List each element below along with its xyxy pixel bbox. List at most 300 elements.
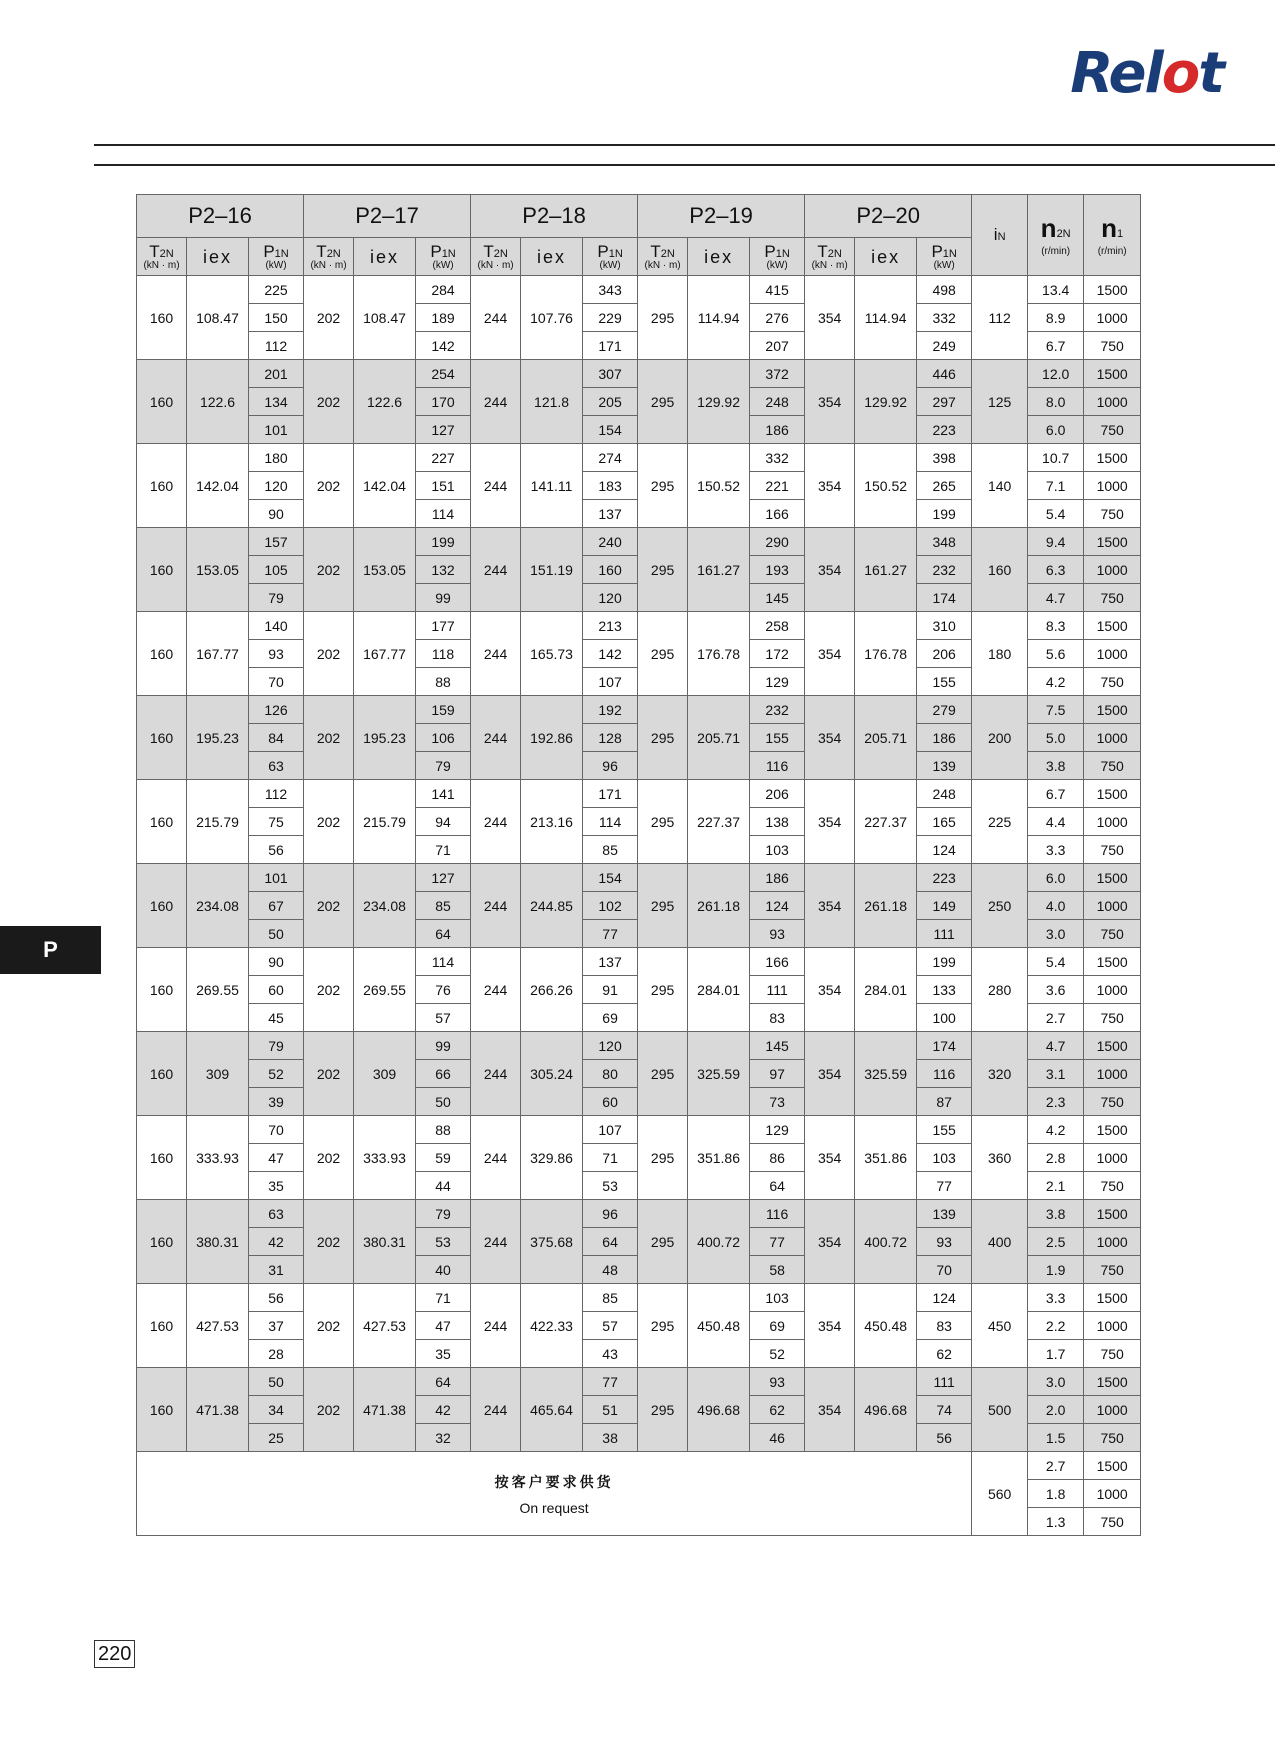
n1-cell: 750 — [1084, 836, 1141, 864]
p1n-cell: 71 — [583, 1144, 638, 1172]
t2n-cell: 160 — [137, 780, 187, 864]
n1-cell: 1000 — [1084, 640, 1141, 668]
iex-cell: 269.55 — [354, 948, 416, 1032]
p1n-cell: 66 — [416, 1060, 471, 1088]
n2n-cell: 3.3 — [1028, 1284, 1084, 1312]
t2n-cell: 354 — [805, 1284, 855, 1368]
iex-cell: 205.71 — [855, 696, 917, 780]
p1n-cell: 118 — [416, 640, 471, 668]
p1n-cell: 57 — [416, 1004, 471, 1032]
p1n-cell: 155 — [917, 1116, 972, 1144]
p1n-cell: 154 — [583, 864, 638, 892]
p1n-cell: 101 — [249, 864, 304, 892]
iex-cell: 161.27 — [688, 528, 750, 612]
n2n-cell: 2.7 — [1028, 1004, 1084, 1032]
n1-cell: 1500 — [1084, 612, 1141, 640]
iex-cell: 142.04 — [187, 444, 249, 528]
iex-cell: 114.94 — [855, 276, 917, 360]
n2n-cell: 2.7 — [1028, 1452, 1084, 1480]
t2n-cell: 354 — [805, 1116, 855, 1200]
p1n-cell: 254 — [416, 360, 471, 388]
p1n-cell: 498 — [917, 276, 972, 304]
t2n-cell: 202 — [304, 1284, 354, 1368]
in-cell: 180 — [972, 612, 1028, 696]
t2n-cell: 202 — [304, 696, 354, 780]
table-row — [137, 528, 1141, 556]
iex-cell: 325.59 — [855, 1032, 917, 1116]
table-row — [137, 1284, 1141, 1312]
p1n-cell: 332 — [750, 444, 805, 472]
t2n-cell: 295 — [638, 276, 688, 360]
p1n-cell: 91 — [583, 976, 638, 1004]
n1-cell: 1000 — [1084, 1144, 1141, 1172]
n1-cell: 1000 — [1084, 388, 1141, 416]
in-cell: 160 — [972, 528, 1028, 612]
p1n-cell: 46 — [750, 1424, 805, 1452]
n2n-header: n2N (r/min) — [1028, 195, 1084, 276]
page-number: 220 — [94, 1640, 135, 1668]
t2n-cell: 295 — [638, 780, 688, 864]
p1n-cell: 213 — [583, 612, 638, 640]
n1-cell: 1000 — [1084, 1312, 1141, 1340]
p1n-cell: 159 — [416, 696, 471, 724]
iex-cell: 107.76 — [521, 276, 583, 360]
iex-cell: 471.38 — [187, 1368, 249, 1452]
p1n-cell: 43 — [583, 1340, 638, 1368]
in-cell: 320 — [972, 1032, 1028, 1116]
p1n-cell: 111 — [917, 1368, 972, 1396]
p1n-cell: 80 — [583, 1060, 638, 1088]
t2n-cell: 202 — [304, 1368, 354, 1452]
iex-cell: 227.37 — [855, 780, 917, 864]
p1n-cell: 206 — [750, 780, 805, 808]
n2n-cell: 1.7 — [1028, 1340, 1084, 1368]
p1n-cell: 116 — [750, 1200, 805, 1228]
p1n-cell: 103 — [750, 836, 805, 864]
iex-header: iex — [354, 238, 416, 276]
iex-cell: 122.6 — [187, 360, 249, 444]
t2n-cell: 244 — [471, 276, 521, 360]
table-row — [137, 696, 1141, 724]
model-header: P2–16 — [137, 195, 304, 238]
p1n-cell: 155 — [917, 668, 972, 696]
iex-cell: 269.55 — [187, 948, 249, 1032]
p1n-cell: 199 — [416, 528, 471, 556]
t2n-cell: 295 — [638, 948, 688, 1032]
p1n-cell: 64 — [416, 920, 471, 948]
p1n-cell: 124 — [917, 1284, 972, 1312]
t2n-cell: 244 — [471, 948, 521, 1032]
t2n-cell: 160 — [137, 1032, 187, 1116]
t2n-header: T2N (kN · m) — [638, 238, 688, 276]
iex-cell: 141.11 — [521, 444, 583, 528]
p1n-cell: 142 — [583, 640, 638, 668]
p1n-cell: 39 — [249, 1088, 304, 1116]
t2n-cell: 160 — [137, 1284, 187, 1368]
table-row — [137, 1200, 1141, 1228]
p1n-cell: 87 — [917, 1088, 972, 1116]
in-cell: 360 — [972, 1116, 1028, 1200]
p1n-cell: 171 — [583, 780, 638, 808]
t2n-cell: 354 — [805, 696, 855, 780]
p1n-cell: 84 — [249, 724, 304, 752]
p1n-cell: 249 — [917, 332, 972, 360]
p1n-cell: 77 — [583, 920, 638, 948]
n1-cell: 750 — [1084, 416, 1141, 444]
p1n-cell: 94 — [416, 808, 471, 836]
iex-cell: 325.59 — [688, 1032, 750, 1116]
p1n-cell: 155 — [750, 724, 805, 752]
p1n-cell: 145 — [750, 584, 805, 612]
p1n-cell: 47 — [249, 1144, 304, 1172]
p1n-cell: 28 — [249, 1340, 304, 1368]
p1n-cell: 139 — [917, 1200, 972, 1228]
iex-cell: 351.86 — [688, 1116, 750, 1200]
p1n-cell: 124 — [917, 836, 972, 864]
p1n-cell: 85 — [583, 836, 638, 864]
n2n-cell: 3.6 — [1028, 976, 1084, 1004]
p1n-cell: 77 — [917, 1172, 972, 1200]
p1n-cell: 56 — [249, 836, 304, 864]
p1n-cell: 240 — [583, 528, 638, 556]
p1n-cell: 38 — [583, 1424, 638, 1452]
t2n-cell: 295 — [638, 360, 688, 444]
n2n-cell: 1.5 — [1028, 1424, 1084, 1452]
iex-cell: 465.64 — [521, 1368, 583, 1452]
p1n-cell: 137 — [583, 948, 638, 976]
p1n-cell: 297 — [917, 388, 972, 416]
n2n-cell: 6.3 — [1028, 556, 1084, 584]
p1n-cell: 248 — [917, 780, 972, 808]
p1n-cell: 151 — [416, 472, 471, 500]
n2n-cell: 4.7 — [1028, 1032, 1084, 1060]
t2n-cell: 160 — [137, 948, 187, 1032]
p1n-cell: 112 — [249, 780, 304, 808]
n1-cell: 1500 — [1084, 1032, 1141, 1060]
iex-cell: 150.52 — [855, 444, 917, 528]
p1n-cell: 129 — [750, 1116, 805, 1144]
p1n-cell: 140 — [249, 612, 304, 640]
p1n-cell: 25 — [249, 1424, 304, 1452]
in-cell: 500 — [972, 1368, 1028, 1452]
p1n-cell: 62 — [750, 1396, 805, 1424]
iex-cell: 305.24 — [521, 1032, 583, 1116]
p1n-cell: 103 — [917, 1144, 972, 1172]
n1-cell: 1000 — [1084, 1396, 1141, 1424]
p1n-cell: 111 — [750, 976, 805, 1004]
n1-cell: 1500 — [1084, 360, 1141, 388]
t2n-cell: 295 — [638, 1200, 688, 1284]
t2n-header: T2N (kN · m) — [805, 238, 855, 276]
n1-cell: 1000 — [1084, 724, 1141, 752]
p1n-cell: 96 — [583, 752, 638, 780]
iex-cell: 380.31 — [354, 1200, 416, 1284]
p1n-cell: 229 — [583, 304, 638, 332]
iex-cell: 205.71 — [688, 696, 750, 780]
p1n-cell: 127 — [416, 416, 471, 444]
n2n-cell: 2.2 — [1028, 1312, 1084, 1340]
table-row — [137, 1032, 1141, 1060]
iex-header: iex — [855, 238, 917, 276]
in-cell: 560 — [972, 1452, 1028, 1536]
t2n-cell: 244 — [471, 612, 521, 696]
p1n-cell: 174 — [917, 1032, 972, 1060]
p1n-cell: 225 — [249, 276, 304, 304]
t2n-cell: 244 — [471, 360, 521, 444]
t2n-header: T2N (kN · m) — [471, 238, 521, 276]
p1n-cell: 206 — [917, 640, 972, 668]
n2n-cell: 2.5 — [1028, 1228, 1084, 1256]
p1n-cell: 58 — [750, 1256, 805, 1284]
p1n-cell: 69 — [750, 1312, 805, 1340]
n2n-cell: 7.5 — [1028, 696, 1084, 724]
iex-cell: 167.77 — [187, 612, 249, 696]
p1n-cell: 170 — [416, 388, 471, 416]
p1n-cell: 60 — [583, 1088, 638, 1116]
table-row — [137, 780, 1141, 808]
n2n-cell: 1.9 — [1028, 1256, 1084, 1284]
p1n-cell: 186 — [750, 416, 805, 444]
p1n-cell: 57 — [583, 1312, 638, 1340]
n2n-cell: 3.1 — [1028, 1060, 1084, 1088]
n2n-cell: 13.4 — [1028, 276, 1084, 304]
t2n-cell: 202 — [304, 276, 354, 360]
p1n-cell: 180 — [249, 444, 304, 472]
n1-cell: 1500 — [1084, 1452, 1141, 1480]
p1n-cell: 149 — [917, 892, 972, 920]
p1n-cell: 50 — [249, 1368, 304, 1396]
model-header: P2–17 — [304, 195, 471, 238]
gear-unit-spec-table — [136, 194, 1141, 1536]
p1n-cell: 120 — [583, 1032, 638, 1060]
p1n-cell: 223 — [917, 864, 972, 892]
t2n-cell: 295 — [638, 864, 688, 948]
p1n-cell: 79 — [416, 1200, 471, 1228]
p1n-cell: 73 — [750, 1088, 805, 1116]
p1n-cell: 77 — [750, 1228, 805, 1256]
p1n-cell: 32 — [416, 1424, 471, 1452]
t2n-header: T2N (kN · m) — [137, 238, 187, 276]
p1n-cell: 76 — [416, 976, 471, 1004]
p1n-cell: 53 — [416, 1228, 471, 1256]
t2n-cell: 295 — [638, 1368, 688, 1452]
iex-cell: 121.8 — [521, 360, 583, 444]
p1n-cell: 77 — [583, 1368, 638, 1396]
n2n-cell: 4.4 — [1028, 808, 1084, 836]
p1n-cell: 44 — [416, 1172, 471, 1200]
iex-cell: 266.26 — [521, 948, 583, 1032]
t2n-cell: 354 — [805, 780, 855, 864]
table-row — [137, 1452, 1141, 1480]
n2n-cell: 3.8 — [1028, 1200, 1084, 1228]
p1n-cell: 100 — [917, 1004, 972, 1032]
p1n-cell: 193 — [750, 556, 805, 584]
t2n-cell: 160 — [137, 696, 187, 780]
p1n-cell: 37 — [249, 1312, 304, 1340]
in-header: iN — [972, 195, 1028, 276]
p1n-cell: 53 — [583, 1172, 638, 1200]
n1-cell: 750 — [1084, 1004, 1141, 1032]
iex-cell: 167.77 — [354, 612, 416, 696]
n2n-cell: 1.3 — [1028, 1508, 1084, 1536]
n1-cell: 1500 — [1084, 696, 1141, 724]
iex-cell: 309 — [187, 1032, 249, 1116]
p1n-cell: 79 — [249, 584, 304, 612]
p1n-cell: 83 — [750, 1004, 805, 1032]
t2n-cell: 244 — [471, 528, 521, 612]
p1n-cell: 50 — [249, 920, 304, 948]
model-header: P2–20 — [805, 195, 972, 238]
p1n-cell: 47 — [416, 1312, 471, 1340]
p1n-cell: 157 — [249, 528, 304, 556]
p1n-cell: 70 — [917, 1256, 972, 1284]
n2n-cell: 7.1 — [1028, 472, 1084, 500]
iex-cell: 129.92 — [855, 360, 917, 444]
p1n-cell: 274 — [583, 444, 638, 472]
p1n-cell: 96 — [583, 1200, 638, 1228]
iex-cell: 192.86 — [521, 696, 583, 780]
p1n-cell: 372 — [750, 360, 805, 388]
n1-cell: 1000 — [1084, 1228, 1141, 1256]
iex-cell: 150.52 — [688, 444, 750, 528]
t2n-cell: 202 — [304, 612, 354, 696]
n2n-cell: 2.8 — [1028, 1144, 1084, 1172]
p1n-cell: 42 — [416, 1396, 471, 1424]
p1n-cell: 223 — [917, 416, 972, 444]
p1n-cell: 232 — [750, 696, 805, 724]
n1-cell: 750 — [1084, 584, 1141, 612]
on-request-note: 按客户要求供货 On request — [137, 1452, 972, 1536]
p1n-header: P1N (kW) — [917, 238, 972, 276]
t2n-cell: 295 — [638, 1032, 688, 1116]
p1n-cell: 50 — [416, 1088, 471, 1116]
n2n-cell: 1.8 — [1028, 1480, 1084, 1508]
p1n-cell: 446 — [917, 360, 972, 388]
p1n-cell: 107 — [583, 668, 638, 696]
n2n-cell: 2.1 — [1028, 1172, 1084, 1200]
n1-header: n1 (r/min) — [1084, 195, 1141, 276]
t2n-cell: 295 — [638, 1116, 688, 1200]
p1n-cell: 103 — [750, 1284, 805, 1312]
iex-cell: 284.01 — [855, 948, 917, 1032]
p1n-cell: 114 — [416, 948, 471, 976]
n1-cell: 1500 — [1084, 948, 1141, 976]
p1n-cell: 64 — [583, 1228, 638, 1256]
p1n-cell: 85 — [416, 892, 471, 920]
p1n-cell: 290 — [750, 528, 805, 556]
p1n-cell: 276 — [750, 304, 805, 332]
n1-cell: 1500 — [1084, 1368, 1141, 1396]
p1n-cell: 97 — [750, 1060, 805, 1088]
iex-cell: 375.68 — [521, 1200, 583, 1284]
in-cell: 280 — [972, 948, 1028, 1032]
p1n-cell: 56 — [249, 1284, 304, 1312]
n2n-cell: 8.9 — [1028, 304, 1084, 332]
n1-cell: 750 — [1084, 668, 1141, 696]
t2n-cell: 244 — [471, 1032, 521, 1116]
t2n-cell: 202 — [304, 528, 354, 612]
p1n-cell: 284 — [416, 276, 471, 304]
p1n-cell: 348 — [917, 528, 972, 556]
t2n-cell: 354 — [805, 1200, 855, 1284]
p1n-cell: 86 — [750, 1144, 805, 1172]
p1n-cell: 141 — [416, 780, 471, 808]
p1n-cell: 93 — [917, 1228, 972, 1256]
n2n-cell: 3.3 — [1028, 836, 1084, 864]
t2n-cell: 160 — [137, 528, 187, 612]
iex-cell: 215.79 — [187, 780, 249, 864]
p1n-cell: 52 — [750, 1340, 805, 1368]
n1-cell: 750 — [1084, 752, 1141, 780]
in-cell: 125 — [972, 360, 1028, 444]
p1n-cell: 134 — [249, 388, 304, 416]
t2n-cell: 354 — [805, 1368, 855, 1452]
t2n-cell: 160 — [137, 1200, 187, 1284]
n1-cell: 1000 — [1084, 808, 1141, 836]
n1-cell: 750 — [1084, 1508, 1141, 1536]
p1n-cell: 40 — [416, 1256, 471, 1284]
p1n-cell: 116 — [917, 1060, 972, 1088]
p1n-cell: 85 — [583, 1284, 638, 1312]
t2n-cell: 354 — [805, 864, 855, 948]
iex-cell: 351.86 — [855, 1116, 917, 1200]
p1n-cell: 63 — [249, 1200, 304, 1228]
iex-cell: 496.68 — [855, 1368, 917, 1452]
p1n-cell: 343 — [583, 276, 638, 304]
p1n-cell: 199 — [917, 948, 972, 976]
iex-cell: 234.08 — [187, 864, 249, 948]
p1n-cell: 75 — [249, 808, 304, 836]
n2n-cell: 2.0 — [1028, 1396, 1084, 1424]
p1n-cell: 120 — [249, 472, 304, 500]
n1-cell: 750 — [1084, 1172, 1141, 1200]
iex-header: iex — [187, 238, 249, 276]
p1n-cell: 189 — [416, 304, 471, 332]
iex-cell: 122.6 — [354, 360, 416, 444]
iex-cell: 195.23 — [354, 696, 416, 780]
t2n-cell: 202 — [304, 1200, 354, 1284]
p1n-cell: 71 — [416, 1284, 471, 1312]
p1n-cell: 112 — [249, 332, 304, 360]
iex-cell: 176.78 — [688, 612, 750, 696]
table-row — [137, 612, 1141, 640]
p1n-cell: 132 — [416, 556, 471, 584]
p1n-cell: 129 — [750, 668, 805, 696]
iex-cell: 333.93 — [354, 1116, 416, 1200]
iex-cell: 108.47 — [187, 276, 249, 360]
header-rule-bottom — [94, 164, 1275, 166]
p1n-cell: 166 — [750, 500, 805, 528]
t2n-cell: 202 — [304, 780, 354, 864]
t2n-cell: 202 — [304, 948, 354, 1032]
n2n-cell: 3.0 — [1028, 920, 1084, 948]
p1n-cell: 127 — [416, 864, 471, 892]
p1n-cell: 102 — [583, 892, 638, 920]
iex-cell: 215.79 — [354, 780, 416, 864]
t2n-cell: 244 — [471, 444, 521, 528]
n2n-cell: 4.0 — [1028, 892, 1084, 920]
brand-logo: Relot — [1070, 41, 1223, 106]
p1n-cell: 114 — [583, 808, 638, 836]
iex-cell: 153.05 — [187, 528, 249, 612]
t2n-cell: 354 — [805, 444, 855, 528]
n2n-cell: 6.7 — [1028, 332, 1084, 360]
iex-cell: 450.48 — [855, 1284, 917, 1368]
p1n-cell: 116 — [750, 752, 805, 780]
iex-cell: 471.38 — [354, 1368, 416, 1452]
p1n-cell: 160 — [583, 556, 638, 584]
p1n-cell: 64 — [416, 1368, 471, 1396]
